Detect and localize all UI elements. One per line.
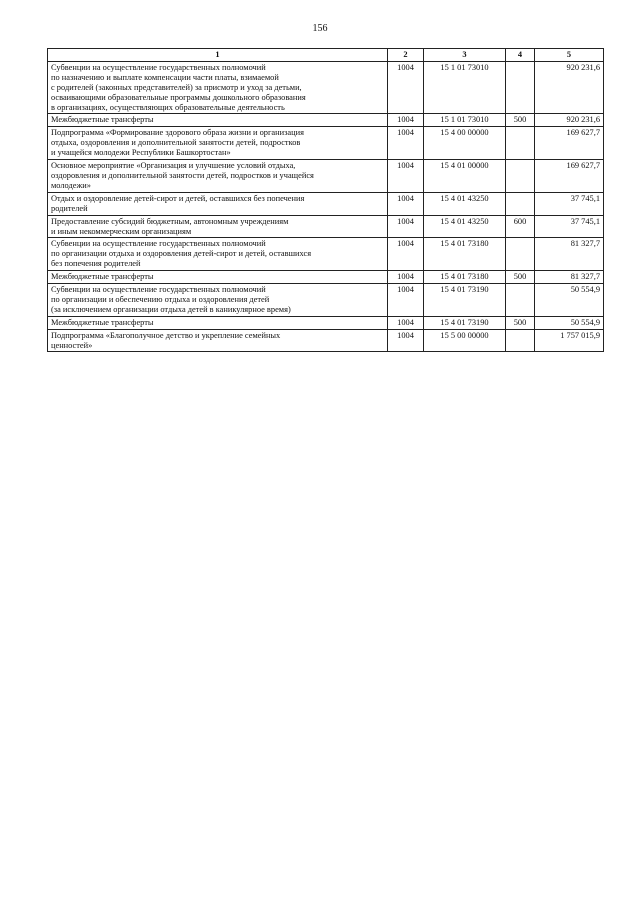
budget-table [47,48,604,352]
row-expense-type [506,238,535,271]
row-code: 15 4 01 73190 [424,284,506,317]
row-expense-type [506,160,535,193]
table-row [48,284,604,317]
row-code: 15 4 01 73190 [424,316,506,329]
column-header-5: 5 [535,49,604,62]
row-amount: 169 627,7 [535,127,604,160]
column-header-1: 1 [48,49,388,62]
row-code: 15 4 01 73180 [424,271,506,284]
row-code: 15 4 01 43250 [424,192,506,215]
row-code: 15 4 01 43250 [424,215,506,238]
row-expense-type [506,329,535,352]
row-section: 1004 [388,61,424,114]
row-name: Межбюджетные трансферты [48,316,388,329]
row-section: 1004 [388,316,424,329]
row-name: Подпрограмма «Благополучное детство и укрепление семейных ценностей» [48,329,388,352]
row-section: 1004 [388,114,424,127]
row-name: Субвенции на осуществление государственных полномочий по назначению и выплате компенсации части платы, взимаемой с родителей (законных представителей) за присмотр и уход за детьми, осваивающими образовательные программы дошкольного образования в организациях, осуществляющих образовательные деятельность [48,61,388,114]
table-row [48,61,604,114]
table-row [48,271,604,284]
table-row [48,316,604,329]
row-amount: 50 554,9 [535,316,604,329]
row-section: 1004 [388,127,424,160]
row-code: 15 4 00 00000 [424,127,506,160]
row-expense-type: 500 [506,114,535,127]
row-section: 1004 [388,284,424,317]
row-code: 15 4 01 00000 [424,160,506,193]
table-row [48,114,604,127]
row-code: 15 1 01 73010 [424,114,506,127]
row-amount: 169 627,7 [535,160,604,193]
row-section: 1004 [388,192,424,215]
row-code: 15 1 01 73010 [424,61,506,114]
row-amount: 920 231,6 [535,114,604,127]
column-header-4: 4 [506,49,535,62]
row-expense-type [506,61,535,114]
row-section: 1004 [388,238,424,271]
table-row [48,127,604,160]
row-amount: 37 745,1 [535,215,604,238]
row-expense-type: 500 [506,271,535,284]
row-name: Субвенции на осуществление государственных полномочий по организации и обеспечению отдыха и оздоровления детей (за исключением организации отдыха детей в каникулярное время) [48,284,388,317]
row-section: 1004 [388,215,424,238]
row-section: 1004 [388,160,424,193]
table-row [48,160,604,193]
page-number: 156 [312,23,328,34]
table-row [48,215,604,238]
row-expense-type: 500 [506,316,535,329]
row-name: Основное мероприятие «Организация и улучшение условий отдыха, оздоровления и дополнительной занятости детей, подростков и учащейся молодежи» [48,160,388,193]
row-name: Отдых и оздоровление детей-сирот и детей, оставшихся без попечения родителей [48,192,388,215]
table-row [48,329,604,352]
row-expense-type [506,192,535,215]
row-expense-type [506,127,535,160]
row-amount: 81 327,7 [535,238,604,271]
row-name: Межбюджетные трансферты [48,271,388,284]
row-expense-type: 600 [506,215,535,238]
column-header-2: 2 [388,49,424,62]
table-row [48,192,604,215]
column-header-3: 3 [424,49,506,62]
table-row [48,238,604,271]
row-amount: 920 231,6 [535,61,604,114]
row-amount: 50 554,9 [535,284,604,317]
row-amount: 81 327,7 [535,271,604,284]
row-name: Предоставление субсидий бюджетным, автономным учреждениям и иным некоммерческим организациям [48,215,388,238]
row-amount: 37 745,1 [535,192,604,215]
table-header-row [48,49,604,62]
row-name: Подпрограмма «Формирование здорового образа жизни и организация отдыха, оздоровления и дополнительной занятости детей, подростков и учащейся молодежи Республики Башкортостан» [48,127,388,160]
row-amount: 1 757 015,9 [535,329,604,352]
row-section: 1004 [388,271,424,284]
row-name: Субвенции на осуществление государственных полномочий по организации отдыха и оздоровления детей-сирот и детей, оставшихся без попечения родителей [48,238,388,271]
row-expense-type [506,284,535,317]
row-code: 15 5 00 00000 [424,329,506,352]
row-section: 1004 [388,329,424,352]
row-name: Межбюджетные трансферты [48,114,388,127]
row-code: 15 4 01 73180 [424,238,506,271]
